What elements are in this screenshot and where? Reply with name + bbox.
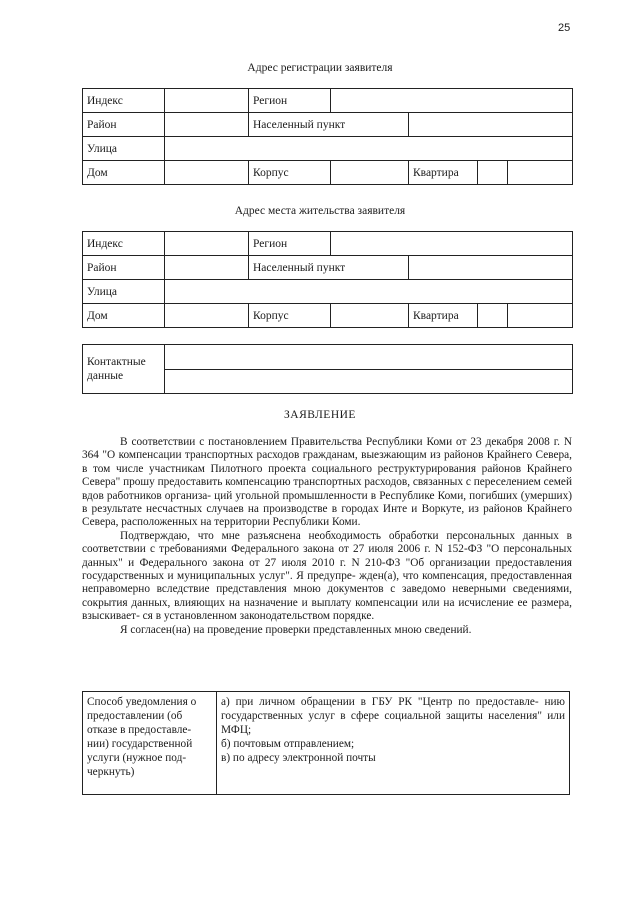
notification-label: [83, 692, 217, 795]
building-field[interactable]: [331, 304, 409, 328]
notification-table: [82, 691, 570, 795]
settlement-label: Населенный пункт: [249, 113, 409, 137]
apartment-cell: [409, 304, 573, 328]
page-number: 25: [558, 22, 571, 34]
house-field[interactable]: [165, 304, 249, 328]
house-label: Дом: [83, 161, 165, 185]
building-label: Корпус: [249, 304, 331, 328]
street-label: Улица: [83, 137, 165, 161]
extra-field[interactable]: [507, 161, 572, 184]
region-label: Регион: [249, 89, 331, 113]
notification-option-in-person[interactable]: а) при личном обращении в ГБУ РК "Центр по предоставле- нию государственных услуг в сфере социальной защиты населения" или МФЦ;: [221, 696, 565, 736]
contacts-table: [82, 344, 573, 394]
notification-label-line: Способ уведомления о: [87, 696, 197, 708]
contacts-label: [83, 345, 165, 394]
district-label: Район: [83, 113, 165, 137]
apartment-cell: [409, 161, 573, 185]
statement-body: [82, 436, 572, 637]
statement-heading: ЗАЯВЛЕНИЕ: [284, 409, 356, 421]
settlement-label: Населенный пункт: [249, 256, 409, 280]
district-field[interactable]: [165, 113, 249, 137]
district-field[interactable]: [165, 256, 249, 280]
apartment-field[interactable]: [477, 304, 507, 327]
apartment-label: Квартира: [413, 309, 459, 322]
index-label: Индекс: [83, 232, 165, 256]
street-field[interactable]: [165, 280, 573, 304]
contacts-field-2[interactable]: [165, 369, 573, 394]
index-field[interactable]: [165, 232, 249, 256]
contacts-label-line2: данные: [87, 370, 124, 382]
notification-label-line: отказе в предоставле-: [87, 724, 192, 736]
contacts-field-1[interactable]: [165, 345, 573, 370]
house-label: Дом: [83, 304, 165, 328]
house-field[interactable]: [165, 161, 249, 185]
notification-option-mail[interactable]: б) почтовым отправлением;: [221, 738, 355, 750]
statement-paragraph-2: Подтверждаю, что мне разъяснена необходимость обработки персональных данных в соответствии с требованиями Федерального закона от 27 июля 2006 г. N 152-ФЗ "О персональных данных" и Федерального закона от 27 июля 2010 г. N 210-ФЗ "Об организации предоставления государственных и муниципальных услуг". Я предупре- жден(а), что компенсация, предоставленная неправомерно вследствие представления мною документов с заведомо неверными сведениями, сокрытия данных, влияющих на назначение и выплату компенсации или на исчисление ее размера, взыскивает- ся в установленном законодательством порядке.: [82, 529, 572, 623]
notification-option-email[interactable]: в) по адресу электронной почты: [221, 752, 376, 764]
notification-options: [217, 692, 570, 795]
registration-address-table: [82, 88, 573, 185]
district-label: Район: [83, 256, 165, 280]
region-label: Регион: [249, 232, 331, 256]
notification-label-line: услуги (нужное под-: [87, 752, 187, 764]
extra-field[interactable]: [507, 304, 572, 327]
index-field[interactable]: [165, 89, 249, 113]
building-label: Корпус: [249, 161, 331, 185]
residence-address-title: Адрес места жительства заявителя: [234, 205, 406, 217]
index-label: Индекс: [83, 89, 165, 113]
notification-label-line: предоставлении (об: [87, 710, 183, 722]
registration-address-title: Адрес регистрации заявителя: [247, 62, 393, 74]
building-field[interactable]: [331, 161, 409, 185]
street-field[interactable]: [165, 137, 573, 161]
apartment-label: Квартира: [413, 166, 459, 179]
region-field[interactable]: [331, 89, 573, 113]
notification-label-line: нии) государственной: [87, 738, 193, 750]
statement-paragraph-1: В соответствии с постановлением Правительства Республики Коми от 23 декабря 2008 г. N 364 "О компенсации транспортных расходов гражданам, выезжающим из районов Крайнего Севера, в том числе участникам Пилотного проекта социального реструктурирования районов Крайнего Севера" прошу предоставить компенсацию транспортных расходов, связанных с переселением семей вдов работников организа- ций угольной промышленности в Республике Коми, погибших (умерших) в результате несчастных случаев на производстве в городах Инте и Воркуте, из районов Крайнего Севера, расположенных на территории Республики Коми.: [82, 436, 572, 529]
statement-paragraph-3: Я согласен(на) на проведение проверки представленных мною сведений.: [120, 623, 472, 636]
settlement-field[interactable]: [409, 256, 573, 280]
settlement-field[interactable]: [409, 113, 573, 137]
notification-label-line: черкнуть): [87, 766, 135, 778]
contacts-label-line1: Контактные: [87, 356, 146, 368]
apartment-field[interactable]: [477, 161, 507, 184]
residence-address-table: [82, 231, 573, 328]
region-field[interactable]: [331, 232, 573, 256]
street-label: Улица: [83, 280, 165, 304]
